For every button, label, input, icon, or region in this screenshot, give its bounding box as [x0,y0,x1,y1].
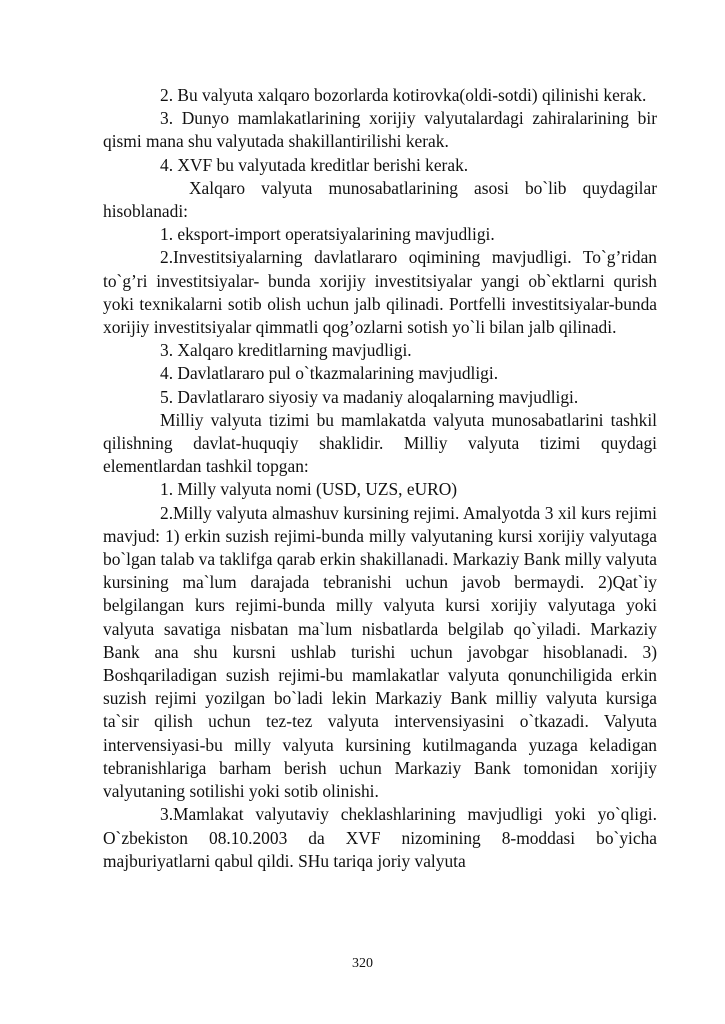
paragraph-exchange-rate-regime: 2.Milly valyuta almashuv kursining rejimi. Amalyotda 3 xil kurs rejimi mavjud: 1) erkin suzish rejimi-bunda milly valyutaning kursi xorijiy valyutaga bo`lgan talab va taklifga qarab erkin shakillanadi. Markaziy Bank milly valyuta kursining ma`lum darajada tebranishi uchun javob bermaydi. 2)Qat`iy belgilangan kurs rejimi-bunda milly valyuta kursi xorijiy valyutaga yoki valyuta savatiga nisbatan ma`lum nisbatlarda belgilab qo`yiladi. Markaziy Bank ana shu kursni ushlab turishi uchun javobgar hisoblanadi. 3) Boshqariladigan suzish rejimi-bu mamlakatlar valyuta qonunchiligida erkin suzish rejimi yozilgan bo`ladi lekin Markaziy Bank milliy valyuta kursiga ta`sir qilish uchun tez-tez valyuta intervensiyasini o`tkazadi. Valyuta intervensiyasi-bu milly valyuta kursining kutilmaganda yuzaga keladigan tebranishlariga barham berish uchun Markaziy Bank tomonidan xorijiy valyutaning sotilishi yoki sotib olinishi. [103,502,657,802]
paragraph-reserves-requirement: 3. Dunyo mamlakatlarining xorijiy valyutalardagi zahiralarining bir qismi mana shu valyutada shakillantirilishi kerak. [103,108,657,152]
paragraph-investments: 2.Investitsiyalarning davlatlararo oqimining mavjudligi. To`g’ridan to`g’ri investitsiyalar- bunda xorijiy investitsiyalar yangi ob`ektlarni qurish yoki texnikalarni sotib olish uchun jalb qilinadi. Portfelli investitsiyalar-bunda xorijiy investitsiyalar qimmatli qog’ozlarni sotish yo`li bilan jalb qilinadi. [103,247,657,338]
paragraph-currency-name: 1. Milly valyuta nomi (USD, UZS, eURO) [160,479,458,500]
paragraph-money-transfers: 4. Davlatlararo pul o`tkazmalarining mavjudligi. [160,363,499,384]
paragraph-currency-restrictions: 3.Mamlakat valyutaviy cheklashlarining mavjudligi yoki yo`qligi. O`zbekiston 08.10.2003 da XVF nizomining 8-moddasi bo`yicha majburiyatlarni qabul qildi. SHu tariqa joriy valyuta [103,804,657,871]
paragraph-quotation-requirement: 2. Bu valyuta xalqaro bozorlarda kotirovka(oldi-sotdi) qilinishi kerak. [160,85,647,105]
paragraph-export-import: 1. eksport-import operatsiyalarining mavjudligi. [160,224,495,245]
page-number: 320 [352,956,373,971]
document-page [103,84,657,873]
paragraph-national-currency-system: Milliy valyuta tizimi bu mamlakatda valyuta munosabatlarini tashkil qilishning davlat-huquqiy shaklidir. Milliy valyuta tizimi quydagi elementlardan tashkil topgan: [103,409,657,477]
paragraph-imf-credits: 4. XVF bu valyutada kreditlar berishi kerak. [160,154,469,175]
paragraph-political-ties: 5. Davlatlararo siyosiy va madaniy aloqalarning mavjudligi. [160,386,579,407]
paragraph-international-credits: 3. Xalqaro kreditlarning mavjudligi. [160,340,412,361]
paragraph-relations-basis: Xalqaro valyuta munosabatlarining asosi bo`lib quydagilar hisoblanadi: [103,177,657,222]
